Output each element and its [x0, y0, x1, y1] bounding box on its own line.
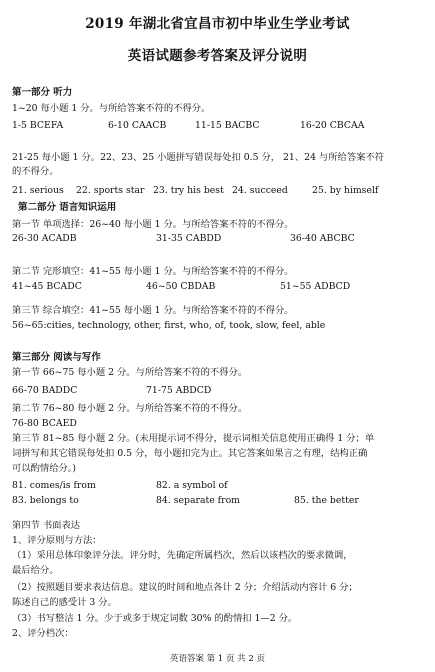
scoring-principles-heading: 1、评分原则与方法：	[12, 535, 102, 546]
part3-section2-note: 第二节 76~80 每小题 2 分。与所给答案不符的不得分。	[12, 403, 248, 414]
part1-answer-22: 22. sports star	[76, 185, 145, 196]
part1-heading: 第一部分 听力	[12, 87, 73, 98]
scoring-rule-2: （2）按照题目要求表达信息。建议的时间和地点各计 2 分；介绍活动内容计 6 分；	[12, 582, 358, 593]
answer-key-subtitle: 英语试题参考答案及评分说明	[127, 48, 308, 64]
part3-heading: 第三部分 阅读与写作	[12, 352, 101, 363]
part1-answer-6-10: 6-10 CAACB	[108, 120, 167, 131]
part1-note2: 21-25 每小题 1 分。22、23、25 小题拼写错误每处扣 0.5 分， 21、24 与所给答案不符	[12, 152, 385, 163]
part2-section3-note: 第三节 综合填空：41~55 每小题 1 分。与所给答案不符的不得分。	[12, 305, 294, 316]
part1-answer-25: 25. by himself	[312, 185, 379, 196]
part2-section2-note: 第二节 完形填空：41~55 每小题 1 分。与所给答案不符的不得分。	[12, 266, 294, 277]
part1-answer-11-15: 11-15 BACBC	[195, 120, 260, 131]
part2-section3-answers: 56~65:cities, technology, other, first, who, of, took, slow, feel, able	[12, 320, 326, 331]
part1-answer-24: 24. succeed	[232, 185, 288, 196]
part3-section3-note-line3: 可以酌情给分。)	[12, 463, 77, 474]
part3-section3-note-line2: 词拼写和其它错误每处扣 0.5 分，每小题扣完为止。其它答案如果言之有理，结构正确	[12, 448, 368, 459]
scoring-rule-1: （1）采用总体印象评分法。评分时，先确定所属档次，然后以该档次的要求微调，	[12, 550, 353, 561]
scoring-levels-heading: 2、评分档次：	[12, 628, 74, 639]
part2-answer-26-30: 26-30 ACADB	[12, 233, 77, 244]
page-footer: 英语答案 第 1 页 共 2 页	[169, 654, 266, 664]
part3-answer-66-70: 66-70 BADDC	[12, 385, 78, 396]
part3-answer-81: 81. comes/is from	[12, 480, 96, 491]
part3-answer-82: 82. a symbol of	[156, 480, 228, 491]
part1-note1: 1~20 每小题 1 分。与所给答案不符的不得分。	[12, 103, 211, 114]
part3-answer-76-80: 76-80 BCAED	[12, 418, 77, 429]
part3-answer-85: 85. the better	[294, 495, 359, 506]
scoring-rule-2-cont: 陈述自己的感受计 3 分。	[12, 597, 117, 608]
part2-heading: 第二部分 语言知识运用	[18, 202, 117, 213]
part2-answer-41-45: 41~45 BCADC	[12, 281, 82, 292]
part3-section1-note: 第一节 66~75 每小题 2 分。与所给答案不符的不得分。	[12, 367, 248, 378]
part1-note2-cont: 的不得分。	[12, 166, 59, 177]
part3-answer-84: 84. separate from	[156, 495, 240, 506]
part1-answer-1-5: 1-5 BCEFA	[12, 120, 64, 131]
part1-answer-16-20: 16-20 CBCAA	[300, 120, 365, 131]
part2-answer-31-35: 31-35 CABDD	[156, 233, 222, 244]
part2-section1-note: 第一节 单项选择：26~40 每小题 1 分。与所给答案不符的不得分。	[12, 219, 294, 230]
part3-section3-note: 第三节 81~85 每小题 2 分。(未用提示词不得分，提示词相关信息使用正确得 1 分；单	[12, 433, 375, 444]
scoring-rule-1-cont: 最后给分。	[12, 565, 59, 576]
part2-answer-51-55: 51~55 ADBCD	[280, 281, 351, 292]
part4-heading: 第四节 书面表达	[12, 520, 81, 531]
exam-title: 2019 年湖北省宜昌市初中毕业生学业考试	[85, 16, 350, 32]
scoring-rule-3: （3）书写整洁 1 分。少于或多于规定词数 30% 的酌情扣 1—2 分。	[12, 613, 298, 624]
part1-answer-21: 21. serious	[12, 185, 64, 196]
part1-answer-23: 23. try his best	[153, 185, 224, 196]
part2-answer-46-50: 46~50 CBDAB	[146, 281, 216, 292]
part2-answer-36-40: 36-40 ABCBC	[290, 233, 355, 244]
part3-answer-83: 83. belongs to	[12, 495, 79, 506]
part3-answer-71-75: 71-75 ABDCD	[146, 385, 212, 396]
